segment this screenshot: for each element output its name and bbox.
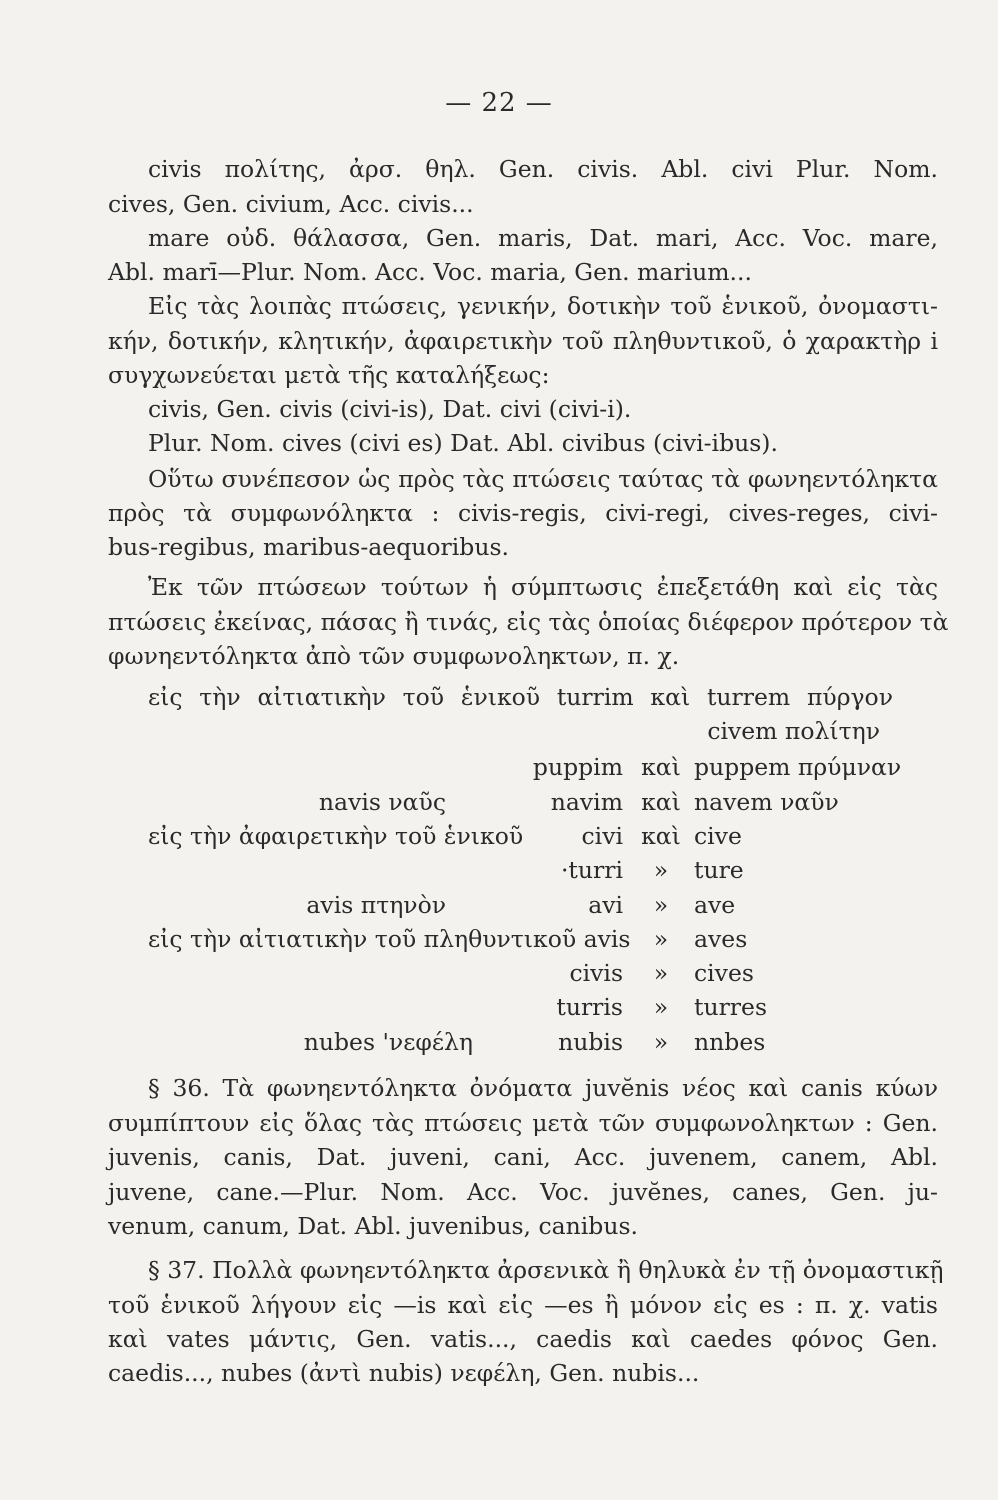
text-line: πρὸς τὰ συμφωνόληκτα : civis-regis, civi-regi, cives-reges, civi- [108,499,938,527]
table-cell: ave [694,891,736,919]
table-cell: navim [550,788,623,816]
table-cell: » [653,959,669,987]
text-line: Οὕτω συνέπεσον ὡς πρὸς τὰς πτώσεις ταύτας τὰ φωνηεντόληκτα [148,465,938,493]
table-cell: καὶ [641,753,681,781]
text-line: Εἰς τὰς λοιπὰς πτώσεις, γενικήν, δοτικὴν τοῦ ἑνικοῦ, ὀνομαστι- [148,292,938,320]
text-line: πτώσεις ἐκείνας, πάσας ἢ τινάς, εἰς τὰς ὁποίας διέφερον πρότερον τὰ [108,608,949,636]
section-36-line: venum, canum, Dat. Abl. juvenibus, canibus. [108,1212,639,1240]
section-37-line: καὶ vates μάντις, Gen. vatis..., caedis καὶ caedes φόνος Gen. [108,1325,938,1353]
section-37-line: τοῦ ἑνικοῦ λήγουν εἰς —is καὶ εἰς —es ἢ μόνον εἰς es : π. χ. vatis [108,1291,938,1319]
table-cell: civis [569,959,623,987]
table-cell: ·turri [560,856,623,884]
section-36-line: juvene, cane.—Plur. Nom. Acc. Voc. juvĕnes, canes, Gen. ju- [108,1178,938,1206]
table-cell: navis ναῦς [318,788,446,816]
table-cell: καὶ [641,788,681,816]
table-cell: » [653,993,669,1021]
table-cell: ture [694,856,744,884]
table-cell: εἰς τὴν αἰτιατικὴν τοῦ πληθυντικοῦ avis [148,925,631,953]
table-cell: » [653,1028,669,1056]
section-36-line: juvenis, canis, Dat. juveni, cani, Acc. juvenem, canem, Abl. [108,1143,938,1171]
text-line: συγχωνεύεται μετὰ τῆς καταλήξεως: [108,361,550,389]
table-cell: navem ναῦν [694,788,839,816]
table-cell: turris [556,993,623,1021]
text-line: Plur. Nom. cives (civi es) Dat. Abl. civibus (civi-ibus). [148,429,778,457]
text-line: civis πολίτης, ἀρσ. θηλ. Gen. civis. Abl. civi Plur. Nom. [148,155,938,183]
text-line: bus-regibus, maribus-aequoribus. [108,533,509,561]
table-cell: puppem πρύμναν [694,753,902,781]
table-cell: » [653,856,669,884]
table-cell: aves [694,925,748,953]
table-cell: civi [581,822,623,850]
table-cell: » [653,925,669,953]
table-cell: nubis [558,1028,623,1056]
table-cell: cive [694,822,742,850]
table-cell: εἰς τὴν ἀφαιρετικὴν τοῦ ἑνικοῦ [148,822,524,850]
text-line: cives, Gen. civium, Acc. civis... [108,190,474,218]
page-number: — 22 — [445,88,553,118]
table-cell: avis πτηνὸν [306,891,446,919]
table-cell: καὶ [641,822,681,850]
table-cell: civem πολίτην [707,717,880,745]
table-cell: » [653,891,669,919]
section-37-line: caedis..., nubes (ἀντὶ nubis) νεφέλη, Gen. nubis... [108,1359,700,1387]
text-line: κήν, δοτικήν, κλητικήν, ἀφαιρετικὴν τοῦ πληθυντικοῦ, ὁ χαρακτὴρ i [108,327,938,355]
table-cell: turres [694,993,768,1021]
table-cell: avi [588,891,623,919]
text-line: civis, Gen. civis (civi-is), Dat. civi (civi-i). [148,395,632,423]
text-line: Abl. marī—Plur. Nom. Acc. Voc. maria, Gen. marium... [108,258,752,286]
table-cell: nubes 'νεφέλη [303,1028,473,1056]
table-cell: nnbes [694,1028,766,1056]
table-row: εἰς τὴν αἰτιατικὴν τοῦ ἑνικοῦ turrim καὶ turrem πύργον [148,683,893,711]
section-36-line: συμπίπτουν εἰς ὅλας τὰς πτώσεις μετὰ τῶν συμφωνοληκτων : Gen. [108,1109,938,1137]
section-36-line: § 36. Τὰ φωνηεντόληκτα ὀνόματα juvĕnis νέος καὶ canis κύων [148,1074,938,1102]
table-cell: puppim [532,753,623,781]
text-line: mare οὐδ. θάλασσα, Gen. maris, Dat. mari, Acc. Voc. mare, [148,224,938,252]
text-line: φωνηεντόληκτα ἀπὸ τῶν συμφωνοληκτων, π. χ. [108,642,680,670]
table-cell: cives [694,959,754,987]
section-37-line: § 37. Πολλὰ φωνηεντόληκτα ἀρσενικὰ ἢ θηλυκὰ ἐν τῇ ὀνομαστικῇ [148,1256,944,1284]
text-line: Ἐκ τῶν πτώσεων τούτων ἡ σύμπτωσις ἐπεξετάθη καὶ εἰς τὰς [148,573,938,601]
